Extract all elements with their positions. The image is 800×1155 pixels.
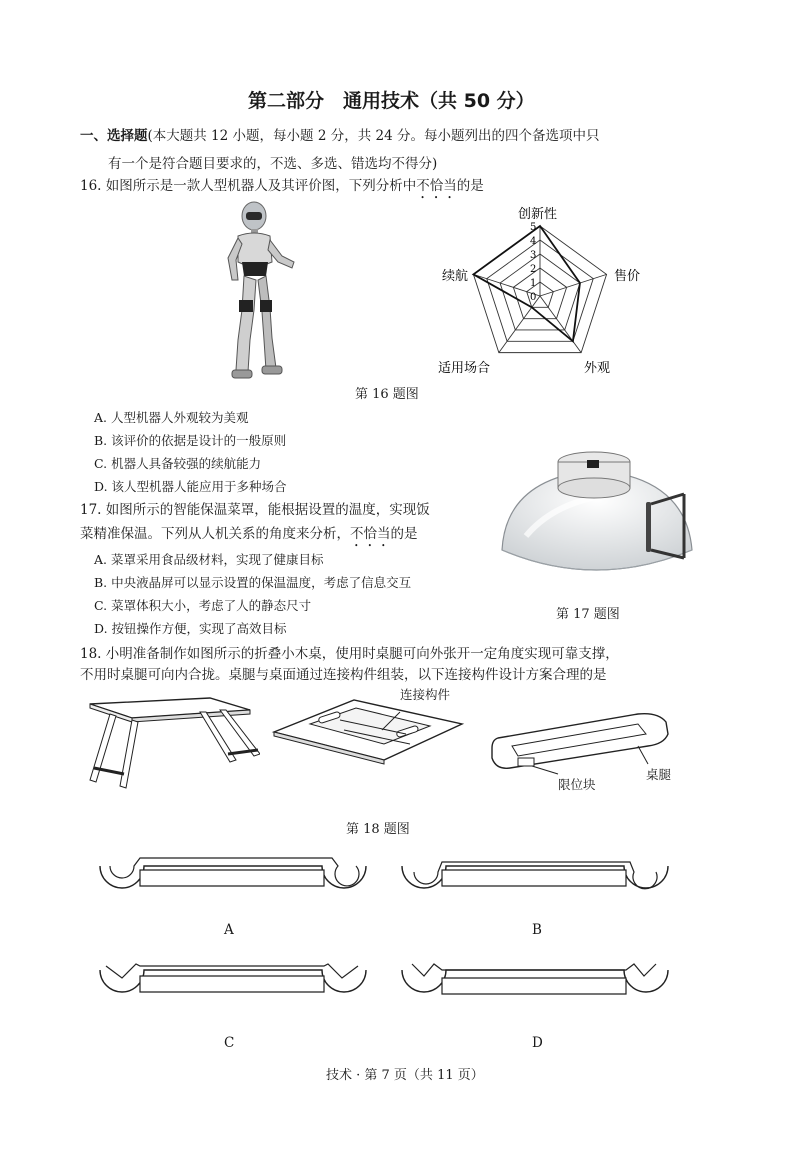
q16-option-b: B. 该评价的依据是设计的一般原则 <box>94 433 287 448</box>
q16-figure-caption: 第 16 题图 <box>355 387 419 402</box>
radar-scale-labels <box>530 222 536 303</box>
page-footer: 技术 · 第 7 页（共 11 页） <box>326 1068 484 1083</box>
humanoid-robot-image <box>212 200 302 382</box>
option-d-label: D <box>532 1035 543 1051</box>
q17-stem-prefix: 菜精准保温。下列从人机关系的角度来分析， <box>80 526 350 542</box>
radar-axis-endurance: 续航 <box>442 269 469 284</box>
option-c-label: C <box>224 1035 235 1051</box>
q17-figure-caption: 第 17 题图 <box>556 607 620 622</box>
q17-stem-suffix: 的是 <box>390 526 418 542</box>
option-a-label: A <box>224 922 234 938</box>
q17-stem-line1: 17. 如图所示的智能保温菜罩，能根据设置的温度，实现饭 <box>80 502 430 518</box>
part-instruction-line2: 有一个是符合题目要求的，不选、多选、错选均不得分) <box>108 156 438 172</box>
option-b-label: B <box>532 922 542 938</box>
q16-option-a: A. 人型机器人外观较为美观 <box>94 410 249 425</box>
label-connector: 连接构件 <box>400 687 451 702</box>
q17-stem-emphasis: 不恰当 <box>350 526 391 542</box>
q18-figure-caption: 第 18 题图 <box>346 822 410 837</box>
section-title: 第二部分 通用技术（共 50 分） <box>248 90 535 112</box>
q16-stem <box>80 177 484 202</box>
radar-spoke <box>540 274 607 296</box>
q18-stem-line2: 不用时桌腿可向内合拢。桌腿与桌面通过连接构件组装，以下连接构件设计方案合理的是 <box>80 667 607 683</box>
q17-option-a: A. 菜罩采用食品级材料，实现了健康目标 <box>94 552 324 567</box>
radar-scale-label: 3 <box>530 250 537 261</box>
q17-stem-line2 <box>80 525 418 550</box>
folding-table-image <box>80 690 260 800</box>
label-stop-block: 限位块 <box>558 777 596 792</box>
radar-spokes <box>473 226 606 353</box>
radar-axis-innovation: 创新性 <box>518 207 558 222</box>
radar-scale-label: 2 <box>530 264 537 275</box>
label-table-leg: 桌腿 <box>646 767 672 782</box>
q17-option-d: D. 按钮操作方便，实现了高效目标 <box>94 621 287 636</box>
q16-option-c: C. 机器人具备较强的续航能力 <box>94 456 262 471</box>
radar-scale-label: 1 <box>530 278 537 289</box>
q17-option-b: B. 中央液晶屏可以显示设置的保温温度，考虑了信息交互 <box>94 575 412 590</box>
q16-radar-chart <box>432 200 662 380</box>
connector-option-d-drawing <box>394 956 674 1008</box>
q16-stem-prefix: 16. 如图所示是一款人型机器人及其评价图，下列分析中 <box>80 178 417 194</box>
q16-stem-suffix: 的是 <box>456 178 484 194</box>
radar-axis-appearance: 外观 <box>584 361 611 376</box>
connector-option-a-drawing <box>92 848 372 900</box>
part-instruction-line1 <box>80 127 599 145</box>
q17-option-c: C. 菜罩体积大小，考虑了人的静态尺寸 <box>94 598 312 613</box>
part-instruction-text: (本大题共 12 小题，每小题 2 分，共 24 分。每小题列出的四个备选项中只 <box>147 128 600 144</box>
radar-scale-label: 0 <box>530 292 537 303</box>
q18-stem-line1: 18. 小明准备制作如图所示的折叠小木桌，使用时桌腿可向外张开一定角度实现可靠支撑， <box>80 646 619 662</box>
q16-option-d: D. 该人型机器人能应用于多种场合 <box>94 479 287 494</box>
radar-axis-price: 售价 <box>614 269 641 284</box>
radar-spoke <box>499 296 540 353</box>
part-heading: 一、选择题 <box>80 128 148 144</box>
smart-food-cover-image <box>496 440 710 598</box>
radar-axis-occasions: 适用场合 <box>438 361 491 376</box>
q16-stem-emphasis: 不恰当 <box>416 178 457 194</box>
radar-scale-label: 4 <box>530 236 537 247</box>
radar-scale-label: 5 <box>530 222 537 233</box>
connector-option-b-drawing <box>394 848 674 900</box>
connector-option-c-drawing <box>92 956 372 1008</box>
